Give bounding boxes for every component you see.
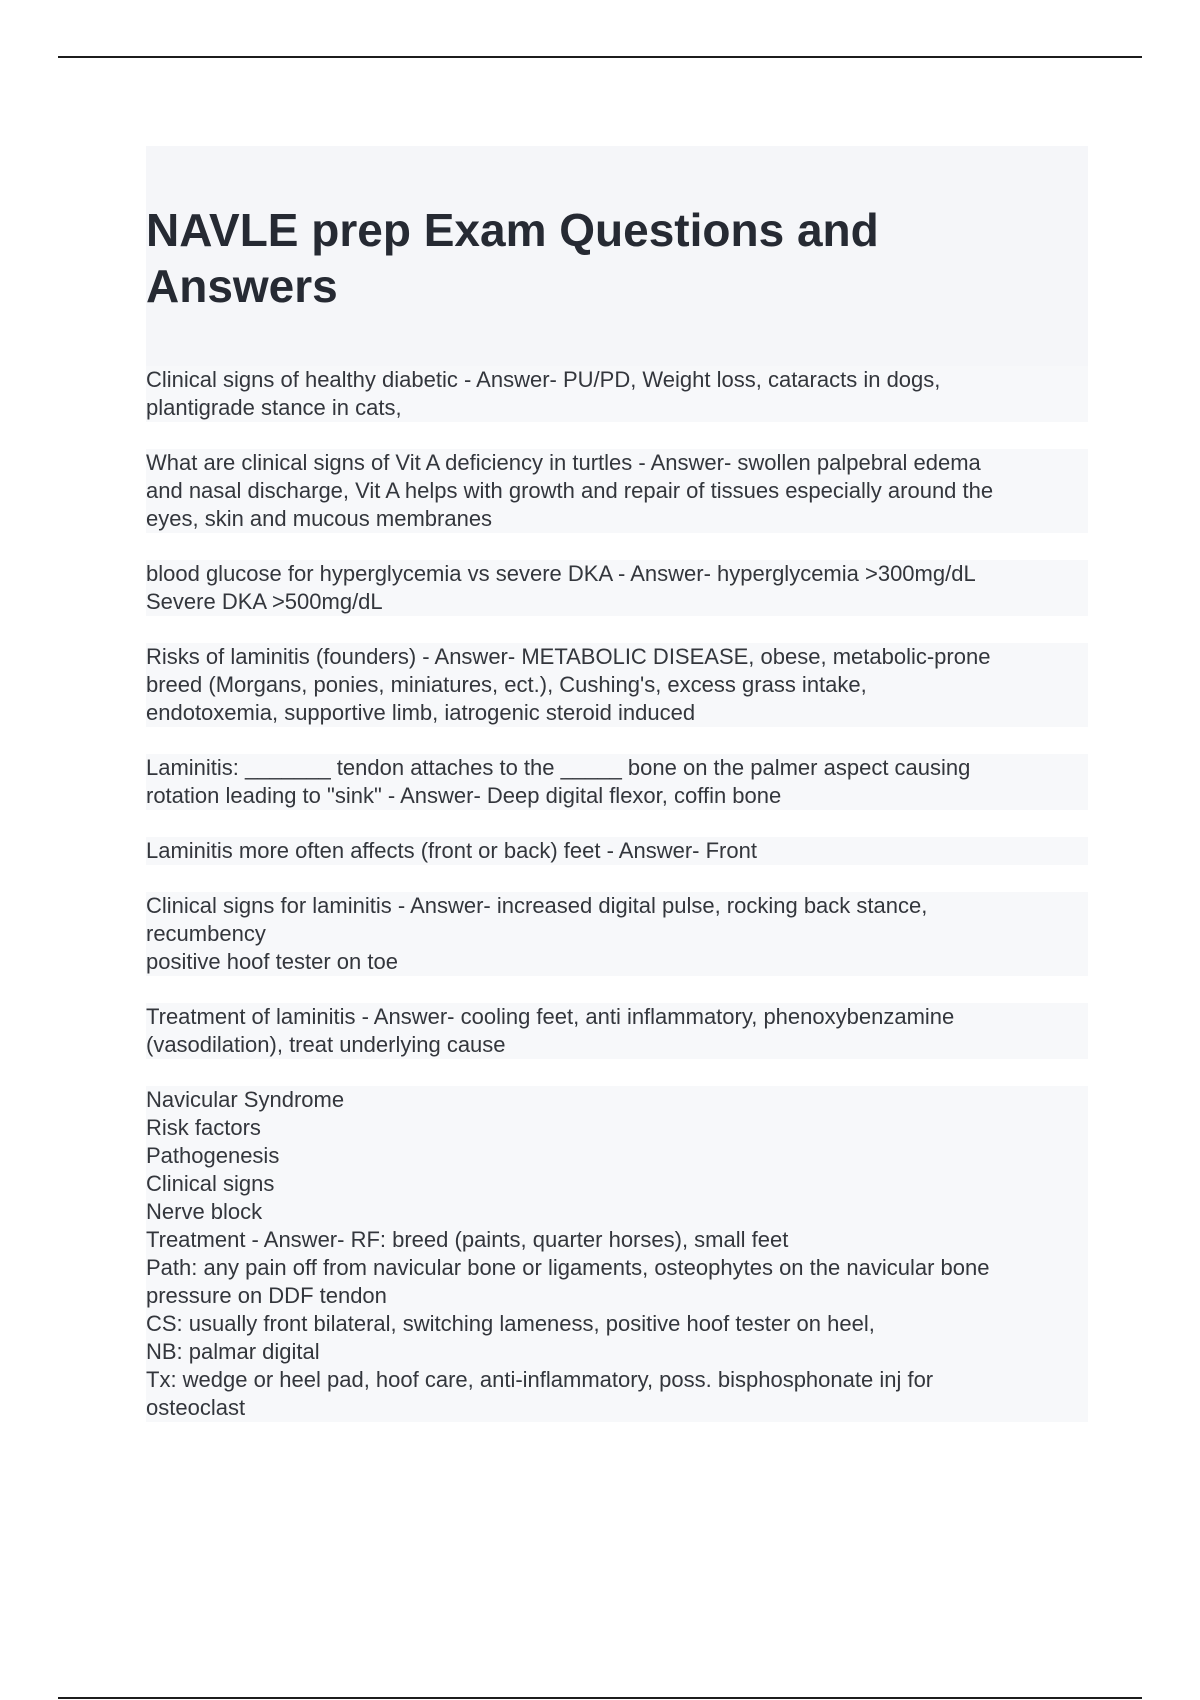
qa-item bbox=[146, 366, 1088, 422]
qa-item bbox=[146, 837, 1088, 865]
qa-line: Risks of laminitis (founders) - Answer- METABOLIC DISEASE, obese, metabolic-prone bbox=[146, 643, 1088, 671]
qa-line: (vasodilation), treat underlying cause bbox=[146, 1031, 1088, 1059]
qa-line: breed (Morgans, ponies, miniatures, ect.), Cushing's, excess grass intake, bbox=[146, 671, 1088, 699]
qa-item bbox=[146, 449, 1088, 533]
qa-line: Clinical signs of healthy diabetic - Answer- PU/PD, Weight loss, cataracts in dogs, bbox=[146, 366, 1088, 394]
qa-line: pressure on DDF tendon bbox=[146, 1282, 1088, 1310]
qa-item bbox=[146, 1003, 1088, 1059]
qa-line: Laminitis: _______ tendon attaches to the _____ bone on the palmer aspect causing bbox=[146, 754, 1088, 782]
top-divider bbox=[58, 56, 1142, 58]
qa-line: positive hoof tester on toe bbox=[146, 948, 1088, 976]
qa-line: Clinical signs bbox=[146, 1170, 1088, 1198]
qa-line: CS: usually front bilateral, switching lameness, positive hoof tester on heel, bbox=[146, 1310, 1088, 1338]
qa-line: Treatment of laminitis - Answer- cooling feet, anti inflammatory, phenoxybenzamine bbox=[146, 1003, 1088, 1031]
qa-line: Risk factors bbox=[146, 1114, 1088, 1142]
qa-line: and nasal discharge, Vit A helps with growth and repair of tissues especially around the bbox=[146, 477, 1088, 505]
qa-line: Pathogenesis bbox=[146, 1142, 1088, 1170]
qa-line: Laminitis more often affects (front or back) feet - Answer- Front bbox=[146, 837, 1088, 865]
qa-line: What are clinical signs of Vit A deficiency in turtles - Answer- swollen palpebral edema bbox=[146, 449, 1088, 477]
qa-line: Navicular Syndrome bbox=[146, 1086, 1088, 1114]
qa-line: osteoclast bbox=[146, 1394, 1088, 1422]
qa-line: eyes, skin and mucous membranes bbox=[146, 505, 1088, 533]
qa-line: plantigrade stance in cats, bbox=[146, 394, 1088, 422]
qa-line: Tx: wedge or heel pad, hoof care, anti-inflammatory, poss. bisphosphonate inj for bbox=[146, 1366, 1088, 1394]
qa-line: recumbency bbox=[146, 920, 1088, 948]
qa-item bbox=[146, 892, 1088, 976]
qa-line: rotation leading to "sink" - Answer- Deep digital flexor, coffin bone bbox=[146, 782, 1088, 810]
qa-line: Treatment - Answer- RF: breed (paints, quarter horses), small feet bbox=[146, 1226, 1088, 1254]
title-line: NAVLE prep Exam Questions and bbox=[146, 204, 879, 256]
title-line: Answers bbox=[146, 260, 338, 312]
qa-line: Severe DKA >500mg/dL bbox=[146, 588, 1088, 616]
bottom-divider bbox=[58, 1697, 1142, 1699]
qa-item bbox=[146, 1086, 1088, 1422]
qa-line: NB: palmar digital bbox=[146, 1338, 1088, 1366]
title-banner bbox=[146, 146, 1088, 368]
qa-line: blood glucose for hyperglycemia vs severe DKA - Answer- hyperglycemia >300mg/dL bbox=[146, 560, 1088, 588]
qa-line: Clinical signs for laminitis - Answer- increased digital pulse, rocking back stance, bbox=[146, 892, 1088, 920]
qa-item bbox=[146, 560, 1088, 616]
qa-line: Nerve block bbox=[146, 1198, 1088, 1226]
qa-item bbox=[146, 754, 1088, 810]
document-title bbox=[146, 202, 946, 314]
qa-item bbox=[146, 643, 1088, 727]
qa-line: Path: any pain off from navicular bone or ligaments, osteophytes on the navicular bone bbox=[146, 1254, 1088, 1282]
qa-line: endotoxemia, supportive limb, iatrogenic steroid induced bbox=[146, 699, 1088, 727]
qa-list bbox=[146, 366, 1088, 1449]
